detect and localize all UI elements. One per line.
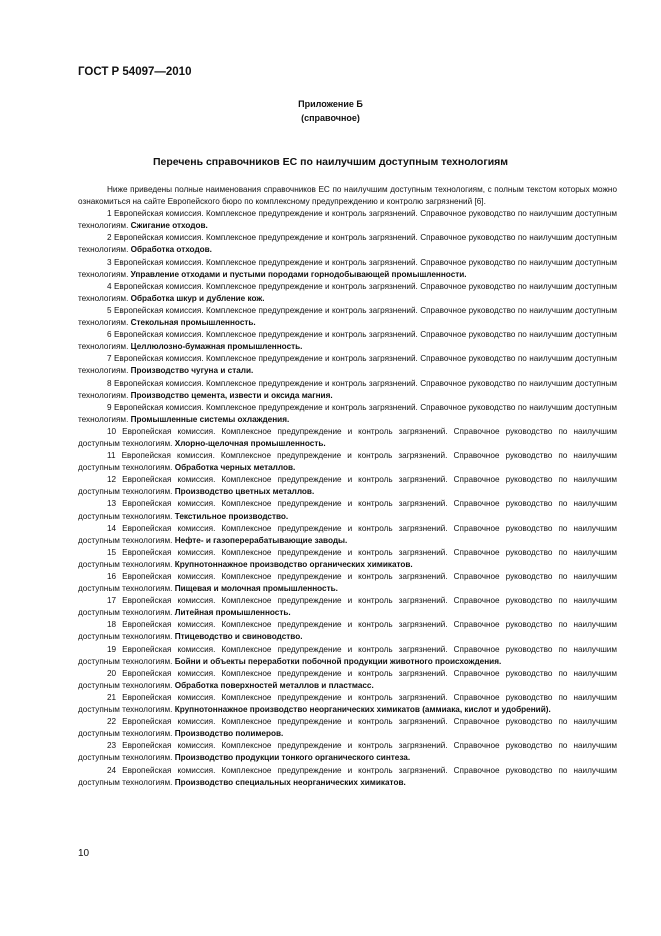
item-prefix: Европейская комиссия. Комплексное предупреждение и контроль загрязнений. Справочное руководство по наилучшим доступным технологиям. bbox=[78, 402, 617, 424]
list-item bbox=[78, 644, 617, 668]
item-prefix: Европейская комиссия. Комплексное предупреждение и контроль загрязнений. Справочное руководство по наилучшим доступным технологиям. bbox=[78, 523, 617, 545]
item-prefix: Европейская комиссия. Комплексное предупреждение и контроль загрязнений. Справочное руководство по наилучшим доступным технологиям. bbox=[78, 644, 617, 666]
item-number: 1 bbox=[107, 209, 112, 219]
item-prefix: Европейская комиссия. Комплексное предупреждение и контроль загрязнений. Справочное руководство по наилучшим доступным технологиям. bbox=[78, 281, 617, 303]
item-topic: Производство специальных неорганических химикатов. bbox=[174, 777, 406, 787]
list-item bbox=[78, 402, 617, 426]
appendix-label: Приложение Б bbox=[298, 99, 363, 109]
list-item bbox=[78, 523, 617, 547]
item-number: 10 bbox=[107, 426, 117, 436]
item-number: 11 bbox=[107, 451, 116, 461]
list-item bbox=[78, 692, 617, 716]
item-number: 4 bbox=[107, 281, 112, 291]
item-prefix: Европейская комиссия. Комплексное предупреждение и контроль загрязнений. Справочное руководство по наилучшим доступным технологиям. bbox=[78, 741, 617, 763]
item-topic: Производство полимеров. bbox=[174, 729, 284, 739]
item-number: 22 bbox=[107, 717, 117, 727]
item-prefix: Европейская комиссия. Комплексное предупреждение и контроль загрязнений. Справочное руководство по наилучшим доступным технологиям. bbox=[78, 572, 617, 594]
list-item bbox=[78, 474, 617, 498]
list-item bbox=[78, 547, 617, 571]
item-prefix: Европейская комиссия. Комплексное предупреждение и контроль загрязнений. Справочное руководство по наилучшим доступным технологиям. bbox=[78, 499, 617, 521]
item-topic: Текстильное производство. bbox=[174, 511, 289, 521]
item-topic: Птицеводство и свиноводство. bbox=[174, 632, 303, 642]
item-topic: Крупнотоннажное производство неорганических химикатов (аммиака, кислот и удобрений). bbox=[174, 705, 551, 715]
list-item bbox=[78, 257, 617, 281]
page-number: 10 bbox=[78, 848, 90, 859]
list-item bbox=[78, 305, 617, 329]
item-number: 20 bbox=[107, 668, 117, 678]
item-number: 8 bbox=[107, 378, 112, 388]
item-prefix: Европейская комиссия. Комплексное предупреждение и контроль загрязнений. Справочное руководство по наилучшим доступным технологиям. bbox=[78, 257, 617, 279]
item-prefix: Европейская комиссия. Комплексное предупреждение и контроль загрязнений. Справочное руководство по наилучшим доступным технологиям. bbox=[78, 692, 617, 715]
item-topic: Хлорно-щелочная промышленность. bbox=[174, 438, 326, 448]
item-topic: Обработка шкур и дубление кож. bbox=[130, 293, 265, 303]
item-topic: Промышленные системы охлаждения. bbox=[130, 414, 290, 424]
item-topic: Крупнотоннажное производство органических химикатов. bbox=[174, 559, 413, 569]
list-item bbox=[78, 426, 617, 450]
list-item bbox=[78, 716, 617, 740]
item-prefix: Европейская комиссия. Комплексное предупреждение и контроль загрязнений. Справочное руководство по наилучшим доступным технологиям. bbox=[78, 354, 617, 376]
item-prefix: Европейская комиссия. Комплексное предупреждение и контроль загрязнений. Справочное руководство по наилучшим доступным технологиям. bbox=[78, 305, 617, 328]
list-item bbox=[78, 619, 617, 643]
list-item bbox=[78, 450, 617, 474]
item-number: 19 bbox=[107, 644, 117, 654]
item-number: 18 bbox=[107, 620, 117, 630]
item-prefix: Европейская комиссия. Комплексное предупреждение и контроль загрязнений. Справочное руководство по наилучшим доступным технологиям. bbox=[78, 209, 617, 231]
body-text bbox=[78, 184, 617, 789]
list-item bbox=[78, 668, 617, 692]
item-topic: Стекольная промышленность. bbox=[130, 318, 256, 328]
item-prefix: Европейская комиссия. Комплексное предупреждение и контроль загрязнений. Справочное руководство по наилучшим доступным технологиям. bbox=[78, 451, 617, 473]
item-topic: Бойни и объекты переработки побочной продукции животного происхождения. bbox=[174, 656, 502, 666]
item-number: 12 bbox=[107, 475, 117, 485]
item-prefix: Европейская комиссия. Комплексное предупреждение и контроль загрязнений. Справочное руководство по наилучшим доступным технологиям. bbox=[78, 426, 617, 448]
item-topic: Управление отходами и пустыми породами горнодобывающей промышленности. bbox=[130, 269, 467, 279]
list-item bbox=[78, 353, 617, 377]
item-topic: Нефте- и газоперерабатывающие заводы. bbox=[174, 535, 348, 545]
item-topic: Целлюлозно-бумажная промышленность. bbox=[130, 342, 303, 352]
item-number: 3 bbox=[107, 257, 112, 267]
reference-list bbox=[78, 208, 617, 789]
item-prefix: Европейская комиссия. Комплексное предупреждение и контроль загрязнений. Справочное руководство по наилучшим доступным технологиям. bbox=[78, 596, 617, 618]
item-number: 13 bbox=[107, 499, 117, 509]
item-prefix: Европейская комиссия. Комплексное предупреждение и контроль загрязнений. Справочное руководство по наилучшим доступным технологиям. bbox=[78, 668, 617, 690]
item-prefix: Европейская комиссия. Комплексное предупреждение и контроль загрязнений. Справочное руководство по наилучшим доступным технологиям. bbox=[78, 717, 617, 739]
item-number: 23 bbox=[107, 741, 117, 751]
item-prefix: Европейская комиссия. Комплексное предупреждение и контроль загрязнений. Справочное руководство по наилучшим доступным технологиям. bbox=[78, 233, 617, 255]
list-item bbox=[78, 329, 617, 353]
item-number: 15 bbox=[107, 547, 117, 557]
list-title: Перечень справочников ЕС по наилучшим доступным технологиям bbox=[152, 156, 509, 168]
item-number: 14 bbox=[107, 523, 117, 533]
item-topic: Обработка черных металлов. bbox=[174, 463, 296, 473]
item-number: 5 bbox=[107, 305, 112, 315]
item-topic: Обработка поверхностей металлов и пластмасс. bbox=[174, 680, 374, 690]
item-topic: Производство цветных металлов. bbox=[174, 487, 315, 497]
item-number: 7 bbox=[107, 354, 112, 364]
appendix-heading bbox=[0, 97, 661, 125]
item-number: 21 bbox=[107, 692, 117, 702]
item-prefix: Европейская комиссия. Комплексное предупреждение и контроль загрязнений. Справочное руководство по наилучшим доступным технологиям. bbox=[78, 765, 617, 787]
list-item bbox=[78, 595, 617, 619]
appendix-note: (справочное) bbox=[301, 113, 360, 123]
item-topic: Пищевая и молочная промышленность. bbox=[174, 584, 338, 594]
item-topic: Производство продукции тонкого органического синтеза. bbox=[174, 753, 411, 763]
item-prefix: Европейская комиссия. Комплексное предупреждение и контроль загрязнений. Справочное руководство по наилучшим доступным технологиям. bbox=[78, 620, 617, 642]
document-code: ГОСТ Р 54097—2010 bbox=[78, 66, 192, 78]
list-item bbox=[78, 232, 617, 256]
list-item bbox=[78, 740, 617, 764]
item-topic: Производство цемента, извести и оксида магния. bbox=[130, 390, 333, 400]
intro-paragraph: Ниже приведены полные наименования справочников ЕС по наилучшим доступным технологиям, с полным текстом которых можно ознакомиться на сайте Европейского бюро по комплексному предупреждению и контролю загрязнений [6]. bbox=[78, 185, 617, 207]
item-prefix: Европейская комиссия. Комплексное предупреждение и контроль загрязнений. Справочное руководство по наилучшим доступным технологиям. bbox=[78, 475, 617, 497]
item-topic: Литейная промышленность. bbox=[174, 608, 291, 618]
item-number: 6 bbox=[107, 330, 112, 340]
list-item bbox=[78, 281, 617, 305]
item-topic: Производство чугуна и стали. bbox=[130, 366, 254, 376]
item-number: 17 bbox=[107, 596, 117, 606]
list-item bbox=[78, 765, 617, 789]
item-prefix: Европейская комиссия. Комплексное предупреждение и контроль загрязнений. Справочное руководство по наилучшим доступным технологиям. bbox=[78, 378, 617, 400]
item-number: 16 bbox=[107, 572, 117, 581]
item-prefix: Европейская комиссия. Комплексное предупреждение и контроль загрязнений. Справочное руководство по наилучшим доступным технологиям. bbox=[78, 547, 617, 569]
list-item bbox=[78, 571, 617, 595]
item-topic: Сжигание отходов. bbox=[130, 221, 208, 231]
list-item bbox=[78, 498, 617, 522]
item-topic: Обработка отходов. bbox=[130, 245, 212, 255]
list-item bbox=[78, 378, 617, 402]
item-number: 2 bbox=[107, 233, 112, 243]
list-item bbox=[78, 208, 617, 232]
item-number: 24 bbox=[107, 765, 117, 775]
item-number: 9 bbox=[107, 402, 112, 412]
item-prefix: Европейская комиссия. Комплексное предупреждение и контроль загрязнений. Справочное руководство по наилучшим доступным технологиям. bbox=[78, 330, 617, 352]
